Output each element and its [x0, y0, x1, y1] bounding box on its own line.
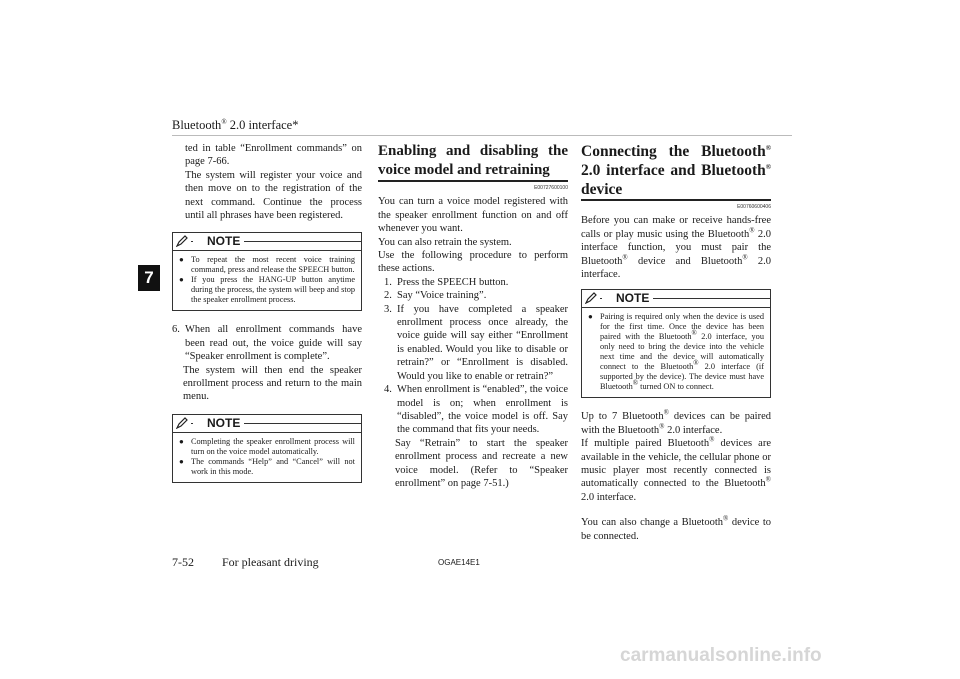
- para-4: You can also change a Bluetooth® device to be connected.: [581, 514, 771, 542]
- note-label: NOTE: [602, 291, 653, 306]
- header-rule: [172, 135, 792, 136]
- note-item: ● The commands “Help” and “Cancel” will not work in this mode.: [179, 456, 355, 476]
- page-number: 7-52: [172, 555, 194, 569]
- para-2: Up to 7 Bluetooth® devices can be paired with the Bluetooth® 2.0 interface.: [581, 408, 772, 436]
- step-1: 1. Press the SPEECH button.: [384, 276, 509, 288]
- running-header: Bluetooth® 2.0 interface*: [172, 117, 299, 132]
- para-1: Before you can make or receive hands-free calls or play music using the Bluetooth® 2.0 interface function, you must pair the Bluetooth® device and Bluetooth® 2.0 interface.: [581, 215, 771, 281]
- note-header: [582, 290, 770, 308]
- procedure-list: [378, 276, 568, 491]
- note-item: ● To repeat the most recent voice training command, press and release the SPEECH button.: [179, 255, 355, 275]
- note-header: [173, 415, 361, 433]
- note-box-2: [172, 414, 362, 483]
- step-4-cont: Say “Retrain” to start the speaker enrollment process and recreate a new voice model. (Refer to “Speaker enrollment” on page 7-51.): [395, 437, 568, 489]
- left-column: [172, 142, 362, 483]
- step-3: 3. If you have completed a speaker enrollment process once already, the voice guide will say either “Enrollment is enabled. Would you like to disable or retrain?” or “Enrollment is disabled. Would you like to enable or retrain?”: [384, 303, 568, 382]
- continued-text-2: The system will register your voice and then move on to the registration of the next command. Continue the process until all phrases have been registered.: [185, 169, 362, 222]
- note-pencil-icon: [176, 235, 188, 247]
- note-header: [173, 233, 361, 251]
- chapter-tab: 7: [138, 265, 160, 291]
- section-code: E00727600100: [534, 185, 568, 191]
- step-6-cont: The system will then end the speaker enrollment process and return to the main menu.: [183, 364, 362, 403]
- bullet-icon: ●: [179, 456, 184, 466]
- intro-text: You can turn a voice model registered with the speaker enrollment function on and off whenever you want.: [378, 196, 568, 235]
- note-pencil-icon: [585, 292, 597, 304]
- note-label: NOTE: [193, 416, 244, 431]
- step-4: 4. When enrollment is “enabled”, the voice model is on; when enrollment is “disabled”, the voice model is off. Say the command that fits your needs.: [384, 384, 568, 436]
- bullet-icon: ●: [179, 436, 184, 446]
- watermark: carmanualsonline.info: [620, 645, 822, 666]
- middle-column: [378, 142, 568, 490]
- note-box-1: [172, 232, 362, 311]
- note-label: NOTE: [193, 234, 244, 249]
- bullet-icon: ●: [179, 255, 184, 265]
- intro-text-3: Use the following procedure to perform these actions.: [378, 250, 568, 275]
- step-2: 2. Say “Voice training”.: [384, 290, 487, 302]
- note-item: ● Completing the speaker enrollment process will turn on the voice model automatically.: [179, 436, 355, 456]
- section-name: For pleasant driving: [222, 555, 319, 569]
- doc-code: OGAE14E1: [438, 558, 480, 567]
- note-item: ● If you press the HANG-UP button anytime during the process, the system will beep and stop the speaker enrollment process.: [179, 275, 355, 305]
- bullet-icon: ●: [588, 312, 593, 322]
- section-heading: Enabling and disabling the voice model and retraining: [378, 143, 568, 178]
- bullet-icon: ●: [179, 275, 184, 285]
- section-code: E00760600406: [737, 204, 771, 210]
- continued-text: ted in table “Enrollment commands” on page 7-66.: [185, 143, 362, 168]
- note-box-3: [581, 289, 771, 398]
- intro-text-2: You can also retrain the system.: [378, 236, 512, 248]
- note-pencil-icon: [176, 417, 188, 429]
- step-6: 6. When all enrollment commands have been read out, the voice guide will say “Speaker enrollment is complete”. The system will then end the speaker enrollment process and return to the main menu.: [172, 324, 362, 403]
- para-3: If multiple paired Bluetooth® devices are available in the vehicle, the cellular phone or music player most recently connected is automatically connected to the Bluetooth® 2.0 interface.: [581, 435, 771, 503]
- right-column: [581, 142, 771, 543]
- section-heading: Connecting the Bluetooth® 2.0 interface and Bluetooth® device: [581, 143, 771, 198]
- note-item: ● Pairing is required only when the device is used for the first time. Once the device has been paired with the Bluetooth® 2.0 interface, you only need to bring the device into the vehicle next time and the device will automatically connect to the Bluetooth® 2.0 interface (if supported by the device). The device must have Bluetooth® turned ON to connect.: [588, 312, 764, 392]
